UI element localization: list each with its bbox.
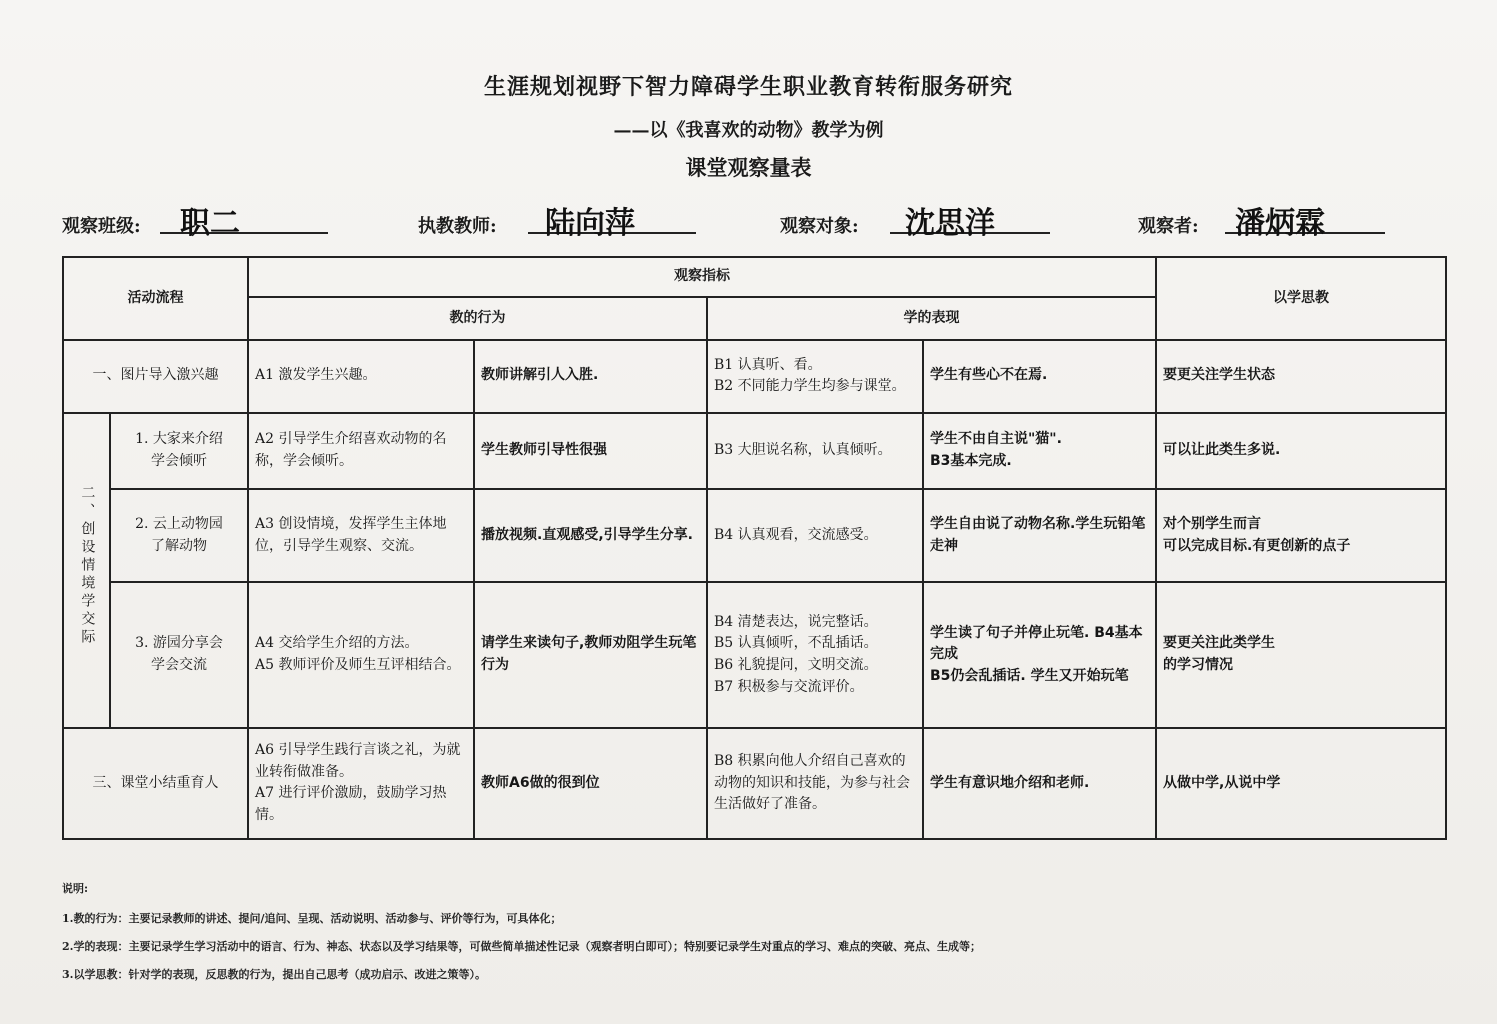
learn-indicator: B8 积累向他人介绍自己喜欢的动物的知识和技能，为参与社会生活做好了准备。 <box>707 728 923 839</box>
reflection: 要更关注此类学生 的学习情况 <box>1156 582 1446 728</box>
target-label: 观察对象: <box>780 216 859 237</box>
teach-indicator: A3 创设情境，发挥学生主体地位，引导学生观察、交流。 <box>248 489 474 582</box>
header-teach: 教的行为 <box>248 297 707 339</box>
class-value: 职二 <box>180 206 240 241</box>
learn-observation: 学生自由说了动物名称.学生玩铅笔走神 <box>923 489 1156 582</box>
learn-observation: 学生有意识地介绍和老师. <box>923 728 1156 839</box>
learn-indicator: B3 大胆说名称，认真倾听。 <box>707 413 923 490</box>
teach-observation: 播放视频.直观感受,引导学生分享. <box>474 489 707 582</box>
research-subtitle: ——以《我喜欢的动物》教学为例 <box>613 120 884 141</box>
reflection: 对个别学生而言 可以完成目标.有更创新的点子 <box>1156 489 1446 582</box>
stage-3-label: 三、课堂小结重育人 <box>63 728 248 839</box>
substage-2: 2. 云上动物园 了解动物 <box>110 489 248 582</box>
substage-1: 1. 大家来介绍 学会倾听 <box>110 413 248 490</box>
target-value: 沈思洋 <box>905 206 995 241</box>
learn-indicator: B1 认真听、看。 B2 不同能力学生均参与课堂。 <box>707 340 923 413</box>
table-row <box>63 582 1446 728</box>
note-3: 3.以学思教：针对学的表现，反思教的行为，提出自己思考（成功启示、改进之策等）。 <box>62 968 486 981</box>
stage-1-label: 一、图片导入激兴趣 <box>63 340 248 413</box>
observer-label: 观察者: <box>1138 216 1199 237</box>
teacher-label: 执教教师: <box>418 216 497 237</box>
teach-observation: 请学生来读句子,教师劝阻学生玩笔行为 <box>474 582 707 728</box>
learn-observation: 学生不由自主说"猫". B3基本完成. <box>923 413 1156 490</box>
observation-table <box>62 256 1447 840</box>
table-row <box>63 340 1446 413</box>
learn-observation: 学生有些心不在焉. <box>923 340 1156 413</box>
research-title: 生涯规划视野下智力障碍学生职业教育转衔服务研究 <box>483 74 1013 100</box>
table-row <box>63 413 1446 490</box>
table-row <box>63 728 1446 839</box>
teacher-value: 陆向萍 <box>545 206 635 241</box>
header-process: 活动流程 <box>63 257 248 340</box>
reflection: 可以让此类生多说. <box>1156 413 1446 490</box>
learn-observation: 学生读了句子并停止玩笔. B4基本完成 B5仍会乱插话. 学生又开始玩笔 <box>923 582 1156 728</box>
header-learn: 学的表现 <box>707 297 1156 339</box>
teach-indicator: A6 引导学生践行言谈之礼，为就业转衔做准备。 A7 进行评价激励，鼓励学习热情。 <box>248 728 474 839</box>
teach-observation: 教师讲解引人入胜. <box>474 340 707 413</box>
teach-indicator: A4 交给学生介绍的方法。 A5 教师评价及师生互评相结合。 <box>248 582 474 728</box>
notes-heading: 说明: <box>62 882 89 895</box>
learn-indicator: B4 清楚表达，说完整话。 B5 认真倾听，不乱插话。 B6 礼貌提问，文明交流。 B7 积极参与交流评价。 <box>707 582 923 728</box>
stage-2-text: 二、创设情境学交际 <box>79 485 96 648</box>
table-row <box>63 489 1446 582</box>
form-name: 课堂观察量表 <box>685 155 812 180</box>
note-1: 1.教的行为：主要记录教师的讲述、提问/追问、呈现、活动说明、活动参与、评价等行为，可具体化； <box>62 912 562 925</box>
note-2: 2.学的表现：主要记录学生学习活动中的语言、行为、神态、状态以及学习结果等，可做些简单描述性记录（观察者明白即可）；特别要记录学生对重点的学习、难点的突破、亮点、生成等； <box>62 940 981 953</box>
teach-indicator: A2 引导学生介绍喜欢动物的名称，学会倾听。 <box>248 413 474 490</box>
reflection: 从做中学,从说中学 <box>1156 728 1446 839</box>
reflection: 要更关注学生状态 <box>1156 340 1446 413</box>
observer-value: 潘炳霖 <box>1235 206 1325 241</box>
learn-indicator: B4 认真观看，交流感受。 <box>707 489 923 582</box>
teach-observation: 教师A6做的很到位 <box>474 728 707 839</box>
class-label: 观察班级: <box>62 216 141 237</box>
header-indicator: 观察指标 <box>248 257 1156 297</box>
stage-2-label <box>63 413 110 728</box>
teach-indicator: A1 激发学生兴趣。 <box>248 340 474 413</box>
substage-3: 3. 游园分享会 学会交流 <box>110 582 248 728</box>
teach-observation: 学生教师引导性很强 <box>474 413 707 490</box>
header-reflect: 以学思教 <box>1156 257 1446 340</box>
